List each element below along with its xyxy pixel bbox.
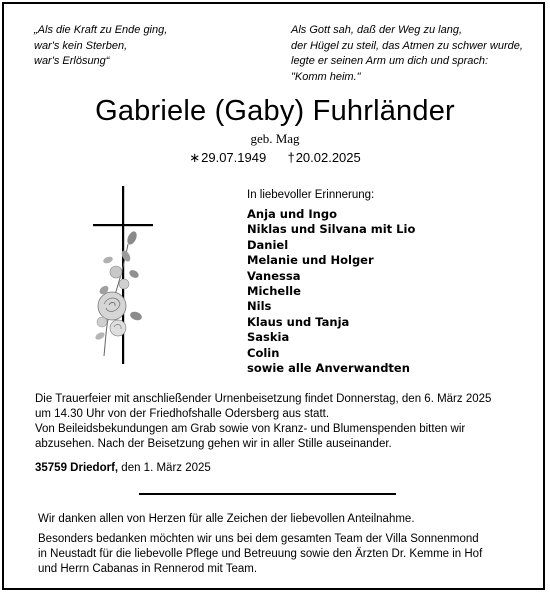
birth-date: 29.07.1949 (201, 150, 267, 165)
place: 35759 Driedorf, (35, 462, 119, 474)
mourner-item: sowie alle Anverwandten (247, 361, 410, 376)
death-cross-icon: † (287, 150, 295, 165)
mourner-item: Vanessa (247, 268, 301, 283)
divider (139, 493, 396, 495)
mourner-item: Daniel (247, 237, 289, 252)
mourner-item: Colin (247, 345, 280, 360)
life-dates (0, 150, 550, 166)
place-date: den 1. März 2025 (118, 462, 211, 474)
quote-right: Als Gott sah, daß der Weg zu lang, der Hügel zu steil, das Atmen zu schwer wurde, legte er seinen Arm um dich und sprach: "Komm heim." (291, 24, 523, 83)
funeral-info: Die Trauerfeier mit anschließender Urnenbeisetzung findet Donnerstag, den 6. März 2025 um 14.30 Uhr von der Friedhofshalle Odersberg aus statt. (35, 393, 492, 421)
mourner-item: Niklas und Silvana mit Lio (247, 222, 416, 237)
mourners-list (247, 207, 415, 376)
mourner-item: Anja und Ingo (247, 207, 338, 221)
mourner-item: Klaus und Tanja (247, 314, 350, 329)
mourner-item: Melanie und Holger (247, 253, 374, 268)
quote-left: „Als die Kraft zu Ende ging, war's kein Sterben, war's Erlösung“ (34, 24, 168, 67)
deceased-name: Gabriele (Gaby) Fuhrländer (95, 95, 455, 127)
condolence-info: Von Beileidsbekundungen am Grab sowie von Kranz- und Blumenspenden bitten wir abzusehen. Nach der Beisetzung gehen wir in aller Stille auseinander. (35, 423, 466, 451)
maiden-name: geb. Mag (250, 131, 300, 146)
cross-with-roses-icon (88, 186, 168, 368)
birth-star-icon: ∗ (189, 150, 201, 165)
mourner-item: Nils (247, 299, 272, 314)
mourner-item: Michelle (247, 284, 301, 299)
place-and-date (35, 462, 211, 474)
death-date: 20.02.2025 (295, 150, 361, 165)
memory-label: In liebevoller Erinnerung: (247, 189, 375, 201)
thanks-special: Besonders bedanken möchten wir uns bei dem gesamten Team der Villa Sonnenmond in Neustadt für die liebevolle Pflege und Betreuung sowie den Ärzten Dr. Kemme in Hof und Herrn Cabanas in Rennerod mit Team. (38, 533, 483, 576)
thanks-general: Wir danken allen von Herzen für alle Zeichen der liebevollen Anteilnahme. (38, 513, 415, 525)
mourner-item: Saskia (247, 330, 290, 345)
